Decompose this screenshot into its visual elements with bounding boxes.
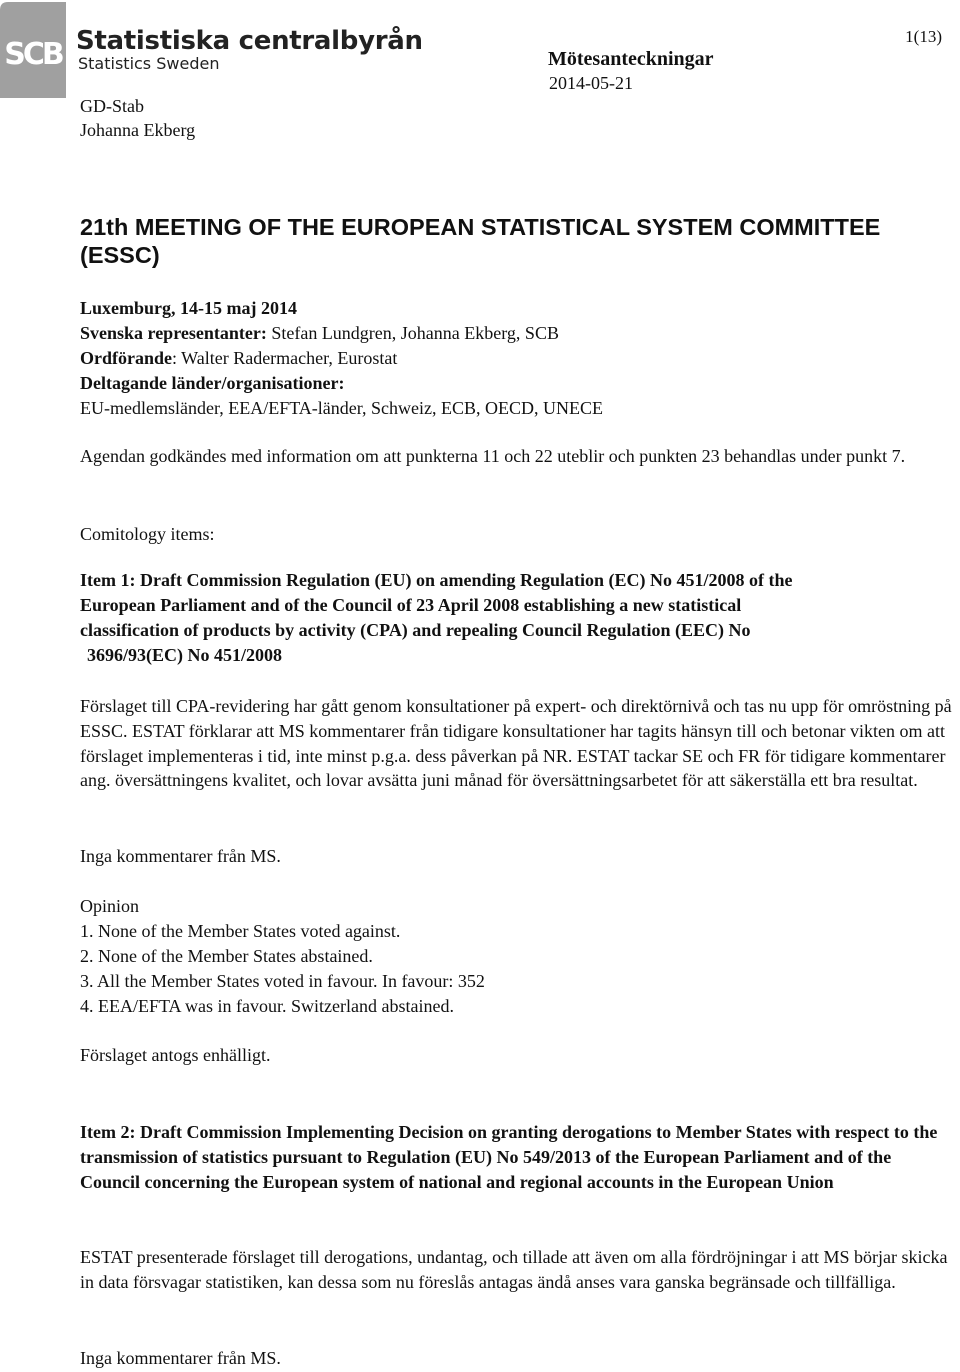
- participants-label: Deltagande länder/organisationer:: [80, 373, 345, 393]
- author: Johanna Ekberg: [80, 120, 196, 140]
- item1-heading-line4: 3696/93(EC) No 451/2008: [87, 645, 282, 665]
- chair-label: Ordförande: [80, 348, 172, 368]
- opinion-label: Opinion: [80, 896, 140, 916]
- chair: [80, 346, 397, 370]
- swedish-representatives: [80, 321, 559, 345]
- item1-result: Förslaget antogs enhälligt.: [80, 1045, 271, 1065]
- comitology-heading: Comitology items:: [80, 524, 215, 544]
- participants-value: EU-medlemsländer, EEA/EFTA-länder, Schweiz, ECB, OECD, UNECE: [80, 398, 604, 418]
- org-name-en: Statistics Sweden: [78, 54, 220, 73]
- reps-label: Svenska representanter:: [80, 323, 267, 343]
- item1-heading-line1: Item 1: Draft Commission Regulation (EU) on amending Regulation (EC) No 451/2008 of the: [80, 570, 793, 590]
- opinion-item-1: 1. None of the Member States voted against.: [80, 921, 401, 941]
- item1-body: Förslaget till CPA-revidering har gått genom konsultationer på expert- och direktörnivå och tas nu upp för omröstning på ESSC. ESTAT förklarar att MS kommentarer från tidigare konsultationer har tagits hänsyn till och betonar vikten om att förslaget implementeras i tid, inte minst p.g.a. dess påverkan på NR. ESTAT tackar SE och FR för tidigare kommentarer ang. översättningens kvalitet, och lovar avsätta juni månad för översättningsarbetet för att säkerställa ett bra resultat.: [80, 696, 952, 791]
- page-title: 21th MEETING OF THE EUROPEAN STATISTICAL SYSTEM COMMITTEE (ESSC): [80, 214, 881, 268]
- document-type: Mötesanteckningar: [548, 48, 714, 70]
- department: GD-Stab: [80, 96, 144, 116]
- document-date: 2014-05-21: [549, 73, 633, 93]
- meeting-place-date: Luxemburg, 14-15 maj 2014: [80, 298, 297, 318]
- chair-value: : Walter Radermacher, Eurostat: [172, 348, 398, 368]
- scb-logo-badge: [0, 2, 66, 98]
- item2-comments: Inga kommentarer från MS.: [80, 1348, 281, 1368]
- logo-badge-text: SCB: [4, 37, 62, 72]
- scb-logo: [0, 0, 423, 102]
- reps-value: Stefan Lundgren, Johanna Ekberg, SCB: [266, 323, 559, 343]
- item2-heading: Item 2: Draft Commission Implementing Decision on granting derogations to Member States with respect to the transmission of statistics pursuant to Regulation (EU) No 549/2013 of the European Parliament and of the Council concerning the European system of national and regional accounts in the European Union: [80, 1122, 938, 1192]
- opinion-item-4: 4. EEA/EFTA was in favour. Switzerland abstained.: [80, 996, 454, 1016]
- agenda-note: Agendan godkändes med information om att punkterna 11 och 22 uteblir och punkten 23 behandlas under punkt 7.: [80, 446, 906, 466]
- item1-heading-line2: European Parliament and of the Council of 23 April 2008 establishing a new statistical: [80, 595, 742, 615]
- item2-body: ESTAT presenterade förslaget till derogations, undantag, och tillade att även om alla fördröjningar i att MS börjar skicka in data försvagar statistiken, kan dessa som nu föreslås antagas ändå anses vara ganska begränsade och tillfälliga.: [80, 1247, 948, 1292]
- item1-comments: Inga kommentarer från MS.: [80, 846, 281, 866]
- item1-heading-line3: classification of products by activity (CPA) and repealing Council Regulation (EEC) No: [80, 620, 751, 640]
- opinion-item-3: 3. All the Member States voted in favour. In favour: 352: [80, 971, 485, 991]
- opinion-item-2: 2. None of the Member States abstained.: [80, 946, 373, 966]
- page-number: 1(13): [905, 27, 942, 46]
- org-name: Statistiska centralbyrån: [76, 26, 423, 56]
